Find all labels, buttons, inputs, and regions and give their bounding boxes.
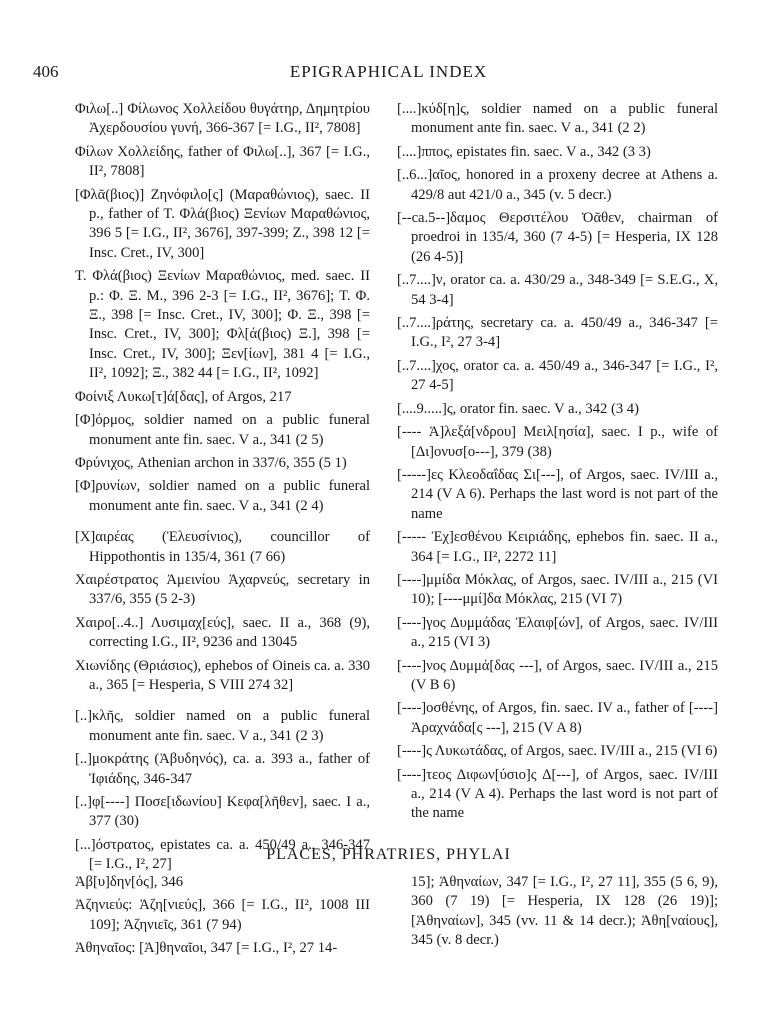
index-entry: [Φ]ρυνίων, soldier named on a public funeral monument ante fin. saec. V a., 341 (2 4) [75, 478, 370, 514]
index-entry: [----]μμίδα Μόκλας, of Argos, saec. IV/III a., 215 (VI 10); [----μμί]δα Μόκλας, 215 (VI 7) [397, 571, 718, 608]
index-entry: [..]μοκράτης (Ἀβυδηνός), ca. a. 393 a., father of Ἰφιάδης, 346-347 [75, 751, 370, 787]
index-entry: [..7....]ράτης, secretary ca. a. 450/49 a., 346-347 [= I.G., I², 27 3-4] [397, 315, 718, 351]
running-title: EPIGRAPHICAL INDEX [289, 62, 488, 81]
index-entry: [....]ππος, epistates fin. saec. V a., 342 (3 3) [397, 143, 651, 160]
index-entry: Φίλων Χολλείδης, father of Φιλω[..], 367 [= I.G., II², 7808] [75, 143, 370, 180]
index-entry: [....]κύδ[η]ς, soldier named on a public funeral monument ante fin. saec. V a., 341 (2 2) [397, 101, 718, 137]
index-entry: T. Φλά(βιος) Ξενίων Μαραθώνιος, med. saec. II p.: Φ. Ξ. M., 396 2-3 [= I.G., II², 3676]; T. Φ. Ξ., 398 [= Insc. Cret., IV, 300]; Φ. Ξ., 398 [= Insc. Cret., IV, 300]; Φλ[ά(βιος) Ξ.], 398 [= Insc. Cret., IV, 300]; Ξεν[ίων], 381 4 [= I.G., II², 1092]; Ξ., 382 44 [= I.G., II², 1092] [75, 268, 370, 382]
index-entry: [--ca.5--]δαμος Θερσιτέλου Ὀᾶθεν, chairman of proedroi in 135/4, 360 (7 4-5) [= Hesperia, IX 128 (26 4-5)] [397, 210, 718, 265]
index-entry: Χαιρο[..4..] Λυσιμαχ[εύς], saec. II a., 368 (9), correcting I.G., II², 9236 and 13045 [75, 614, 370, 651]
index-entry: [..7....]χος, orator ca. a. 450/49 a., 346-347 [= I.G., I², 27 4-5] [397, 357, 718, 394]
index-entry: Χαιρέστρατος Ἀμεινίου Ἀχαρνεύς, secretary in 337/6, 355 (5 2-3) [75, 571, 370, 608]
left-column [75, 100, 370, 879]
section-left-column [75, 873, 370, 963]
index-entry: [...]όστρατος, epistates ca. a. 450/49 a., 346-347 [= I.G., I², 27] [75, 836, 370, 873]
index-entry: [----]νος Δυμμά[δας ---], of Argos, saec. IV/III a., 215 (V B 6) [397, 657, 718, 693]
index-entry: [..7....]ν, orator ca. a. 430/29 a., 348-349 [= S.E.G., X, 54 3-4] [397, 272, 718, 308]
index-entry: [..]κλῆς, soldier named on a public funeral monument ante fin. saec. V a., 341 (2 3) [75, 708, 370, 744]
right-column [397, 100, 718, 828]
index-entry: 15]; Ἀθηναίων, 347 [= I.G., I², 27 11], 355 (5 6, 9), 360 (7 19) [= Hesperia, IX 128 (26 19)]; [Ἀθηναίων], 345 (vv. 11 & 14 decr.); Ἀθη[ναίους], 345 (v. 8 decr.) [411, 874, 718, 949]
index-entry: [----- Ἐχ]εσθένου Κειριάδης, ephebos fin. saec. II a., 364 [= I.G., II², 2272 11] [397, 529, 718, 565]
index-entry: [Φλᾶ(βιος)] Ζηνόφιλο[ς] (Μαραθώνιος), saec. II p., father of T. Φλά(βιος) Ξενίων Μαραθώνιος, 396 5 [= I.G., II², 3676], 397-399; Z., 398 12 [= Insc. Cret., IV, 300] [75, 186, 370, 261]
section-right-column [397, 873, 718, 955]
index-entry: [---- Ἀ]λεξά[νδρου] Μειλ[ησία], saec. I p., wife of [Δι]ονυσ[ο---], 379 (38) [397, 424, 718, 460]
index-entry: Χιωνίδης (Θριάσιος), ephebos of Oineis ca. a. 330 a., 365 [= Hesperia, S VIII 274 32] [75, 657, 370, 693]
index-entry: Ἀθηναῖος: [Ἀ]θηναῖοι, 347 [= I.G., I², 27 14- [75, 940, 338, 957]
index-entry: Ἀζηνιεύς: Ἀζη[νιεύς], 366 [= I.G., II², 1008 III 109]; Ἀζηνιεῖς, 361 (7 94) [75, 897, 370, 933]
index-entry: [----]οσθένης, of Argos, fin. saec. IV a., father of [----] Ἀραχνάδα[ς ---], 215 (V A 8) [397, 700, 718, 736]
section-heading: PLACES, PHRATRIES, PHYLAI [266, 846, 511, 863]
index-entry: Φιλω[..] Φίλωνος Χολλείδου θυγάτηρ, Δημητρίου Ἀχερδουσίου γυνή, 366-367 [= I.G., II², 7808] [75, 101, 370, 137]
running-header [0, 62, 777, 86]
index-entry: Ἀβ[υ]δην[ός], 346 [75, 874, 183, 890]
index-entry: [-----]ες Κλεοδαΐδας Σι[---], of Argos, saec. IV/III a., 214 (V A 6). Perhaps the last word is not part of the name [397, 466, 718, 522]
index-entry: [....9.....]ς, orator fin. saec. V a., 342 (3 4) [397, 400, 639, 417]
page-number: 406 [33, 62, 59, 81]
index-entry: [----]ς Λυκωτάδας, of Argos, saec. IV/III a., 215 (VI 6) [397, 743, 718, 760]
index-entry: [----]γος Δυμμάδας Ἐλαιφ[ών], of Argos, saec. IV/III a., 215 (VI 3) [397, 614, 718, 651]
index-entry: Φρύνιχος, Athenian archon in 337/6, 355 (5 1) [75, 454, 347, 471]
index-entry: [X]αιρέας (Ἐλευσίνιος), councillor of Hippothontis in 135/4, 361 (7 66) [75, 529, 370, 565]
index-entry: [..6...]αῖος, honored in a proxeny decree at Athens a. 429/8 aut 421/0 a., 345 (v. 5 decr.) [397, 167, 718, 203]
index-entry: [Φ]όρμος, soldier named on a public funeral monument ante fin. saec. V a., 341 (2 5) [75, 412, 370, 448]
index-entry: Φοίνιξ Λυκω[τ]ά[δας], of Argos, 217 [75, 388, 292, 405]
index-entry: [----]τεος Διφων[ύσιο]ς Δ[---], of Argos, saec. IV/III a., 214 (V A 4). Perhaps the last word is not part of the name [397, 766, 718, 822]
index-entry: [..]φ[----] Ποσε[ιδωνίου] Κεφα[λῆθεν], saec. I a., 377 (30) [75, 794, 370, 830]
